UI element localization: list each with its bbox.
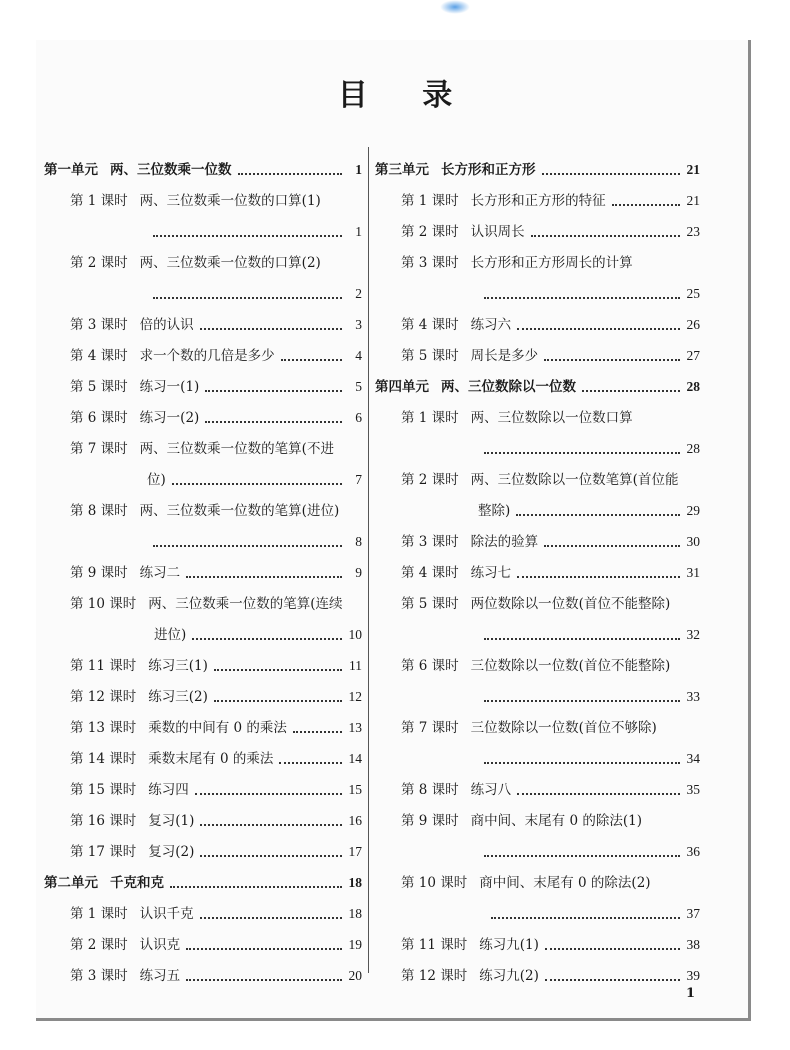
toc-page-number: 4 [355,348,362,363]
toc-page-number: 19 [348,937,362,952]
toc-page-number: 12 [348,689,362,704]
toc-entry[interactable] [375,457,700,488]
toc-entry[interactable] [375,333,700,364]
toc-entry-label: 第 12 课时 [401,968,468,984]
dot-leader [517,575,680,578]
toc-entry-title: 练习六 [470,317,512,333]
toc-unit-heading[interactable] [375,147,700,178]
dot-leader [153,296,342,299]
toc-entry-label: 第 8 课时 [70,503,128,519]
toc-entry[interactable] [44,643,362,674]
toc-entry-title: 三位数除以一位数(首位不能整除) [470,658,671,674]
toc-entry[interactable] [44,922,362,953]
toc-entry-label: 第 3 课时 [70,968,128,984]
dot-leader [186,947,342,950]
toc-entry-title: 整除) [478,503,511,519]
toc-entry-title: 千克和克 [110,875,164,891]
toc-entry-title: 两、三位数乘一位数 [110,162,232,178]
toc-entry[interactable] [375,643,700,674]
toc-entry[interactable] [44,333,362,364]
toc-page-number: 35 [686,782,700,797]
toc-entry-label: 第 4 课时 [401,317,459,333]
toc-right-column [375,147,700,984]
toc-entry-title: 练习三(2) [148,689,208,705]
toc-page-number: 32 [686,627,700,642]
toc-entry[interactable] [375,550,700,581]
toc-page-number: 2 [355,286,362,301]
toc-page-number: 28 [686,441,700,456]
toc-page-number: 6 [355,410,362,425]
toc-entry-title: 两、三位数除以一位数笔算(首位能 [470,472,679,488]
toc-entry-title: 长方形和正方形的特征 [470,193,606,209]
dot-leader [281,358,342,361]
dot-leader [279,761,342,764]
toc-entry-title: 位) [147,472,166,488]
toc-entry-label: 第 17 课时 [70,844,137,860]
toc-page-number: 33 [686,689,700,704]
toc-entry-label: 第 2 课时 [70,255,128,271]
toc-entry-title: 长方形和正方形 [441,162,536,178]
toc-entry-label: 第 6 课时 [70,410,128,426]
toc-entry-continuation[interactable] [375,674,700,705]
toc-entry[interactable] [44,395,362,426]
scan-smudge [440,0,470,14]
toc-page-number: 1 [355,162,362,177]
toc-entry-label: 第 7 课时 [401,720,459,736]
dot-leader [192,637,342,640]
toc-page-number: 37 [686,906,700,921]
toc-entry-title: 两、三位数乘一位数的笔算(不进 [139,441,334,457]
toc-entry-title: 复习(2) [148,844,195,860]
toc-entry[interactable] [375,302,700,333]
toc-entry[interactable] [44,674,362,705]
toc-page-number: 26 [686,317,700,332]
toc-entry-title: 两、三位数乘一位数的笔算(连续 [148,596,343,612]
toc-page-number: 27 [686,348,700,363]
dot-leader [484,296,680,299]
toc-entry-title: 除法的验算 [470,534,539,550]
toc-entry[interactable] [375,178,700,209]
dot-leader [612,203,680,206]
toc-entry-label: 第 10 课时 [401,875,468,891]
toc-page-number: 23 [686,224,700,239]
toc-entry-title: 认识克 [139,937,181,953]
toc-page-number: 10 [348,627,362,642]
toc-entry-title: 练习一(2) [139,410,200,426]
toc-entry-title: 练习九(1) [479,937,539,953]
toc-entry-title: 周长是多少 [470,348,539,364]
toc-entry[interactable] [44,178,362,209]
dot-leader [195,792,342,795]
toc-entry[interactable] [375,240,700,271]
toc-entry[interactable] [44,798,362,829]
dot-leader [200,854,342,857]
toc-entry-title: 练习七 [470,565,512,581]
dot-leader [200,916,342,919]
toc-page-number: 31 [686,565,700,580]
toc-entry[interactable] [375,209,700,240]
toc-page-number: 7 [355,472,362,487]
toc-entry-continuation[interactable] [44,612,362,643]
toc-page-number: 21 [686,162,700,177]
toc-page-number: 21 [686,193,700,208]
dot-leader [238,172,343,175]
dot-leader [186,978,342,981]
toc-entry-continuation[interactable] [375,488,700,519]
toc-entry[interactable] [375,953,700,984]
toc-entry-continuation[interactable] [375,891,700,922]
toc-entry-title: 两、三位数乘一位数的口算(1) [139,193,321,209]
dot-leader [153,544,342,547]
dot-leader [484,761,680,764]
toc-entry[interactable] [44,581,362,612]
dot-leader [484,699,680,702]
toc-entry-label: 第 3 课时 [401,255,459,271]
toc-entry-title: 三位数除以一位数(首位不够除) [470,720,657,736]
toc-entry[interactable] [44,705,362,736]
toc-entry-label: 第 15 课时 [70,782,137,798]
toc-entry-continuation[interactable] [375,736,700,767]
toc-page-number: 14 [348,751,362,766]
toc-entry-continuation[interactable] [375,829,700,860]
dot-leader [484,451,680,454]
toc-entry-title: 复习(1) [148,813,195,829]
toc-page-number: 11 [349,658,362,673]
toc-entry-continuation[interactable] [44,457,362,488]
toc-entry-title: 练习二 [139,565,181,581]
toc-entry-continuation[interactable] [44,209,362,240]
toc-entry[interactable] [44,891,362,922]
toc-entry-label: 第 3 课时 [401,534,459,550]
toc-entry-continuation[interactable] [375,426,700,457]
toc-page-number: 38 [686,937,700,952]
dot-leader [200,823,342,826]
dot-leader [531,234,680,237]
toc-entry-title: 两、三位数除以一位数口算 [470,410,633,426]
toc-page-number: 3 [355,317,362,332]
toc-page-number: 18 [348,906,362,921]
toc-entry[interactable] [44,364,362,395]
dot-leader [214,699,342,702]
toc-unit-heading[interactable] [44,147,362,178]
toc-entry-label: 第 14 课时 [70,751,137,767]
toc-entry-title: 长方形和正方形周长的计算 [470,255,633,271]
dot-leader [214,668,342,671]
toc-entry-title: 乘数的中间有 0 的乘法 [148,720,287,736]
toc-entry-label: 第 3 课时 [70,317,128,333]
dot-leader [153,234,342,237]
toc-entry-title: 进位) [154,627,187,643]
toc-entry-title: 两、三位数除以一位数 [441,379,576,395]
dot-leader [582,389,680,392]
toc-entry-label: 第 9 课时 [70,565,128,581]
toc-entry-label: 第 1 课时 [70,193,128,209]
page-title: 目 录 [337,78,475,113]
toc-entry-title: 两、三位数乘一位数的口算(2) [139,255,321,271]
toc-entry-title: 两、三位数乘一位数的笔算(进位) [139,503,340,519]
toc-entry-label: 第 4 课时 [401,565,459,581]
toc-entry-label: 第 11 课时 [70,658,137,674]
toc-page-number: 18 [348,875,362,890]
toc-entry-label: 第四单元 [375,379,429,395]
dot-leader [293,730,342,733]
dot-leader [542,172,681,175]
toc-entry-label: 第 10 课时 [70,596,137,612]
toc-entry[interactable] [44,550,362,581]
toc-entry-label: 第 2 课时 [401,224,459,240]
dot-leader [200,327,342,330]
toc-entry-label: 第 1 课时 [70,906,128,922]
dot-leader [545,978,680,981]
toc-entry-title: 商中间、末尾有 0 的除法(1) [470,813,642,829]
toc-entry[interactable] [44,829,362,860]
toc-page-number: 13 [348,720,362,735]
toc-page-number: 16 [348,813,362,828]
toc-entry-label: 第 16 课时 [70,813,137,829]
dot-leader [172,482,342,485]
toc-page-number: 15 [348,782,362,797]
toc-entry[interactable] [44,240,362,271]
toc-entry[interactable] [375,922,700,953]
toc-page-number: 17 [348,844,362,859]
toc-page-number: 9 [355,565,362,580]
column-divider [368,147,369,973]
toc-entry[interactable] [44,426,362,457]
toc-entry-title: 练习五 [139,968,181,984]
dot-leader [205,389,342,392]
toc-entry-label: 第 8 课时 [401,782,459,798]
toc-entry[interactable] [44,302,362,333]
toc-unit-heading[interactable] [375,364,700,395]
toc-entry[interactable] [375,860,700,891]
toc-entry-label: 第 5 课时 [401,348,459,364]
toc-entry-title: 练习八 [470,782,512,798]
toc-left-column [44,147,362,984]
toc-page-number: 29 [686,503,700,518]
toc-entry-label: 第 12 课时 [70,689,137,705]
toc-entry-label: 第 1 课时 [401,193,459,209]
dot-leader [484,854,680,857]
toc-entry-label: 第 4 课时 [70,348,128,364]
toc-page-number: 1 [355,224,362,239]
dot-leader [170,885,342,888]
toc-entry-title: 乘数末尾有 0 的乘法 [148,751,274,767]
toc-page-number: 20 [348,968,362,983]
toc-page-number: 39 [686,968,700,983]
dot-leader [544,358,680,361]
toc-entry-label: 第三单元 [375,162,429,178]
toc-entry-title: 倍的认识 [139,317,194,333]
toc-entry-label: 第 13 课时 [70,720,137,736]
dot-leader [484,637,680,640]
dot-leader [517,792,680,795]
toc-entry[interactable] [375,519,700,550]
toc-page-number: 8 [355,534,362,549]
toc-entry-label: 第 9 课时 [401,813,459,829]
toc-entry-title: 两位数除以一位数(首位不能整除) [470,596,671,612]
toc-entry[interactable] [375,581,700,612]
toc-unit-heading[interactable] [44,860,362,891]
toc-entry-label: 第一单元 [44,162,98,178]
toc-entry[interactable] [44,488,362,519]
toc-entry[interactable] [375,705,700,736]
toc-entry-title: 练习九(2) [479,968,539,984]
toc-entry-label: 第 5 课时 [401,596,459,612]
toc-entry[interactable] [375,395,700,426]
dot-leader [186,575,342,578]
toc-entry-continuation[interactable] [375,271,700,302]
toc-entry-label: 第 1 课时 [401,410,459,426]
toc-page-number: 36 [686,844,700,859]
toc-entry-label: 第 7 课时 [70,441,128,457]
toc-entry[interactable] [375,798,700,829]
toc-entry-continuation[interactable] [375,612,700,643]
toc-entry-label: 第 2 课时 [401,472,459,488]
toc-entry[interactable] [44,736,362,767]
toc-page-number: 30 [686,534,700,549]
toc-entry-title: 练习四 [148,782,189,798]
toc-entry-title: 认识千克 [139,906,194,922]
toc-entry-label: 第 2 课时 [70,937,128,953]
toc-entry-title: 求一个数的几倍是多少 [139,348,275,364]
toc-entry-label: 第 11 课时 [401,937,468,953]
toc-entry[interactable] [44,953,362,984]
toc-entry-label: 第二单元 [44,875,98,891]
toc-page-number: 5 [355,379,362,394]
toc-entry-continuation[interactable] [44,271,362,302]
toc-entry-title: 商中间、末尾有 0 的除法(2) [479,875,651,891]
dot-leader [491,916,680,919]
toc-entry-continuation[interactable] [44,519,362,550]
toc-page-number: 34 [686,751,700,766]
toc-entry-title: 练习三(1) [148,658,208,674]
toc-page-number: 25 [686,286,700,301]
page-number: 1 [686,986,696,1001]
dot-leader [205,420,342,423]
dot-leader [544,544,680,547]
toc-entry-title: 练习一(1) [139,379,200,395]
toc-entry-label: 第 5 课时 [70,379,128,395]
dot-leader [545,947,680,950]
toc-entry-title: 认识周长 [470,224,525,240]
toc-page-number: 28 [686,379,700,394]
dot-leader [516,513,680,516]
toc-entry[interactable] [44,767,362,798]
dot-leader [517,327,680,330]
toc-entry-label: 第 6 课时 [401,658,459,674]
toc-entry[interactable] [375,767,700,798]
